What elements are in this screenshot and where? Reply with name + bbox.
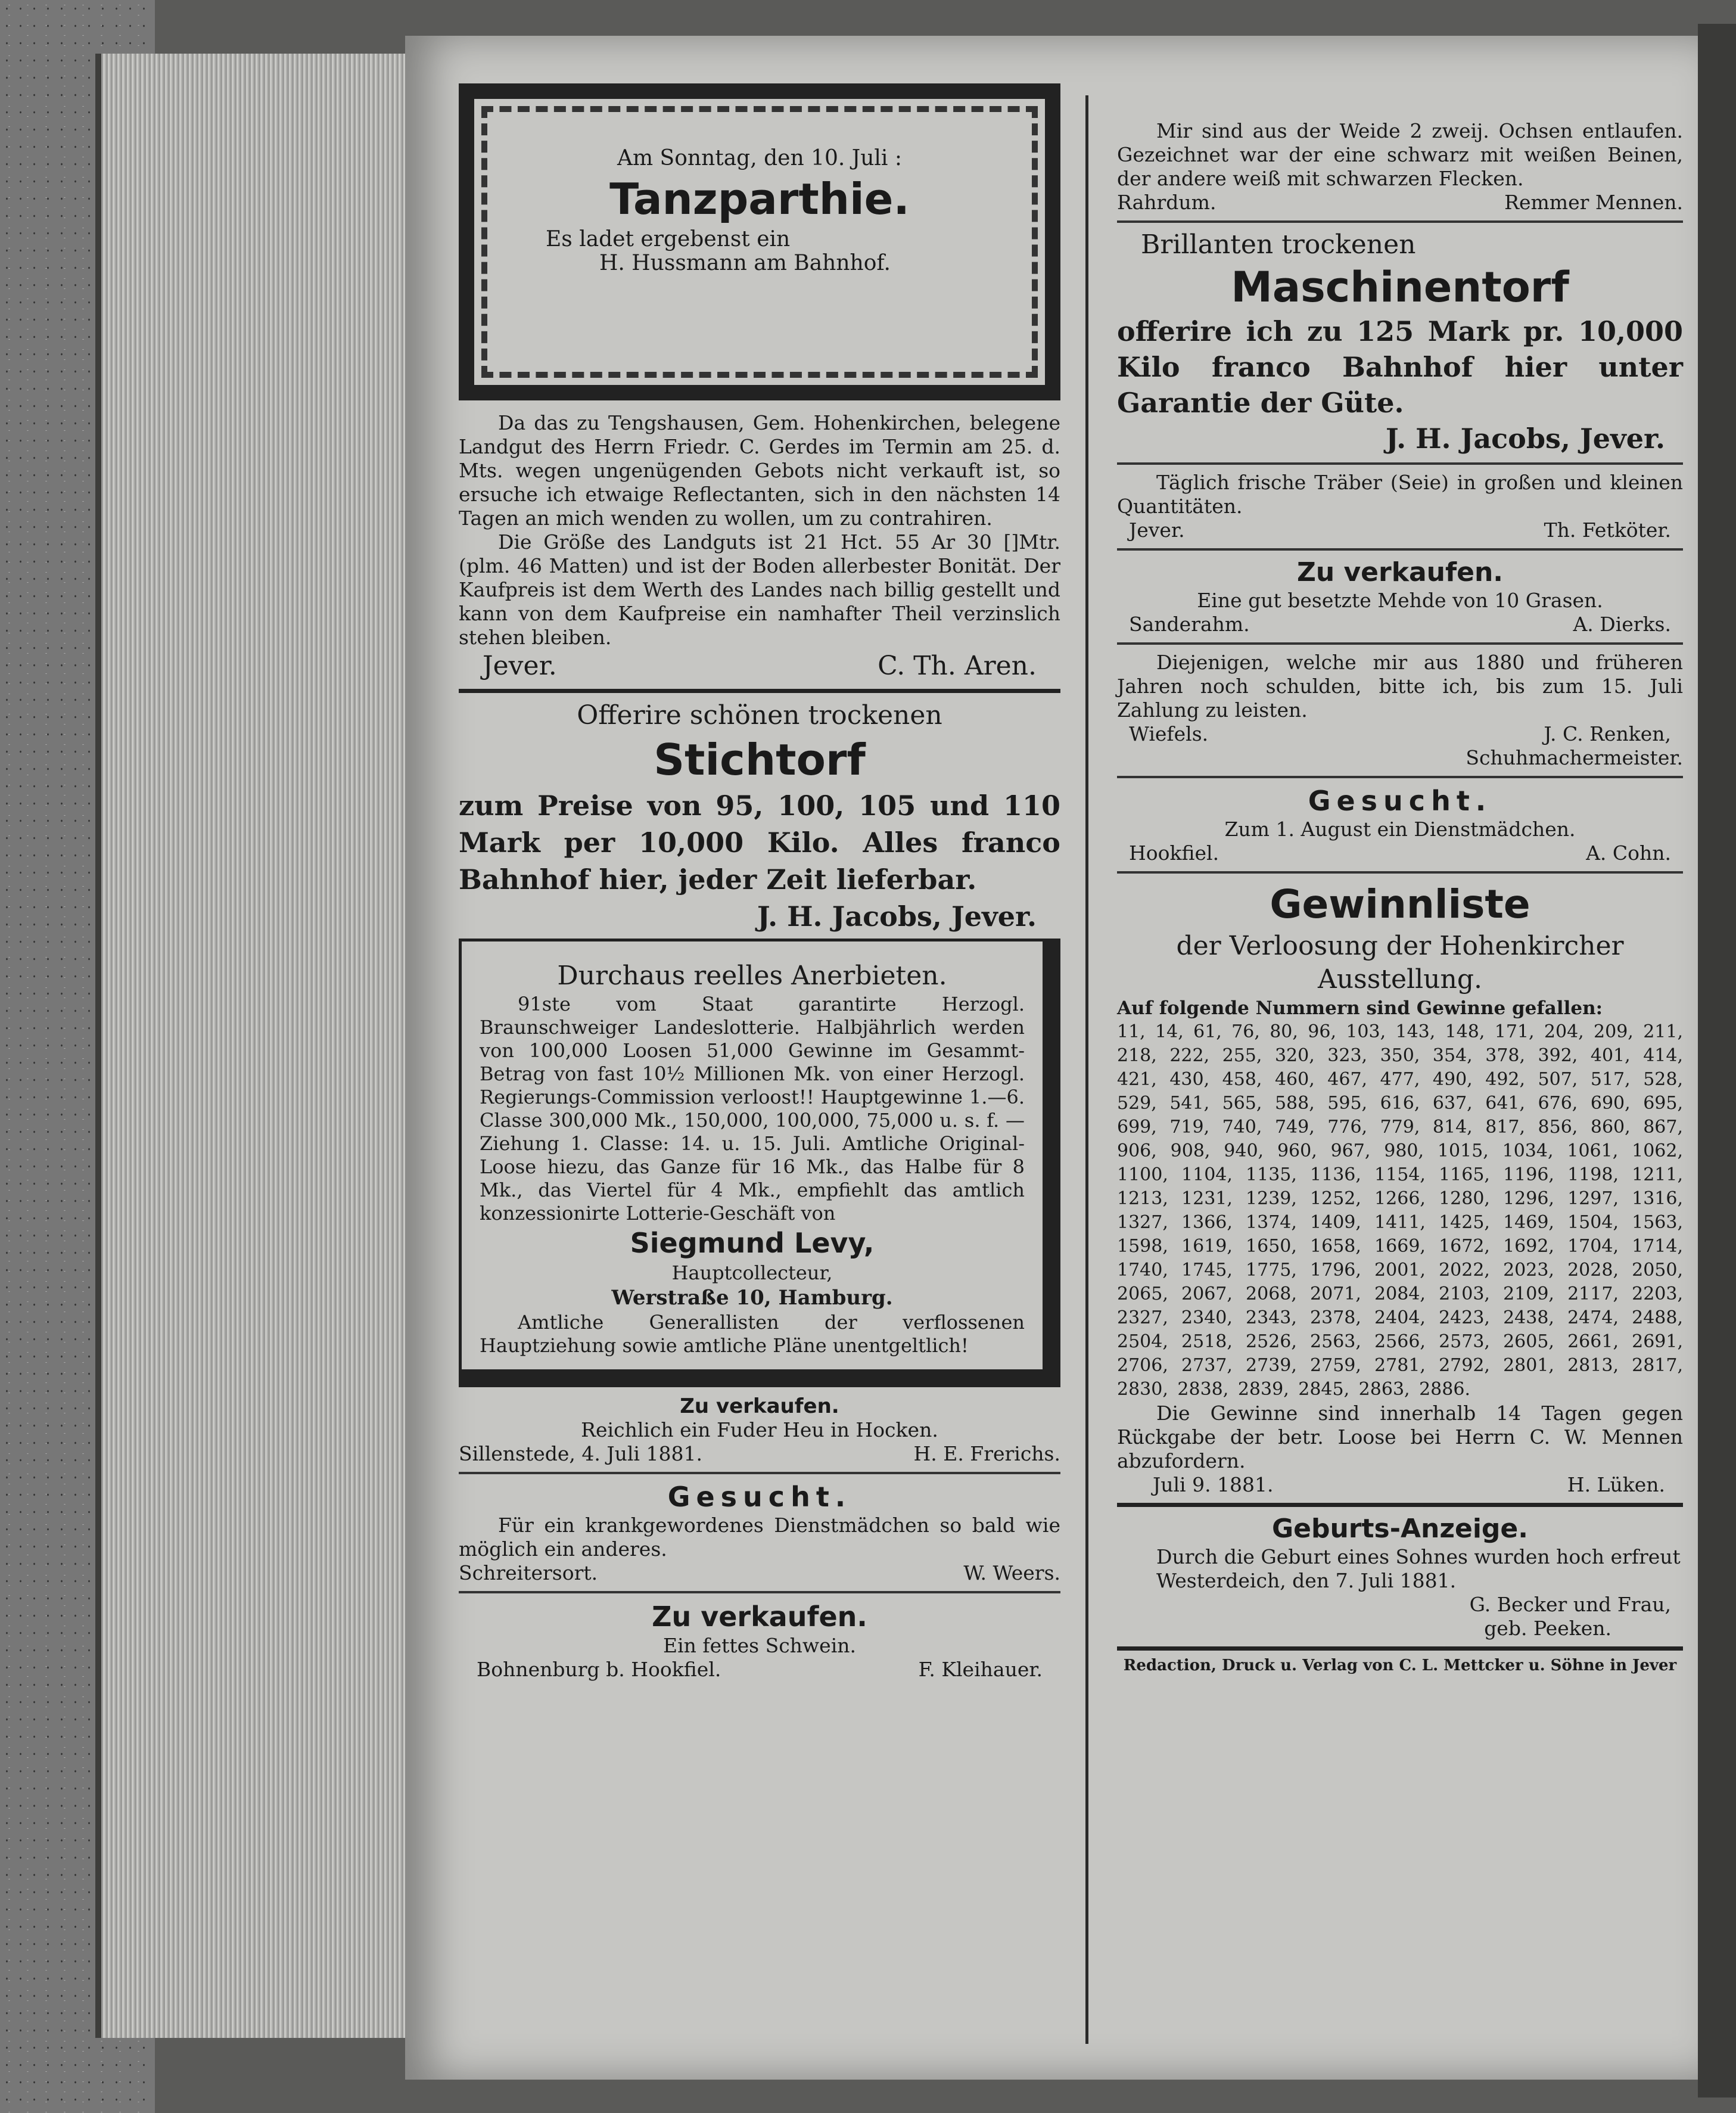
lotterie-ad: [459, 939, 1060, 1387]
schwein-signature: [459, 1658, 1060, 1682]
imprint-footer: Redaction, Druck u. Verlag von C. L. Mettcker u. Söhne in Jever: [1123, 1657, 1677, 1674]
stichtorf-title: Stichtorf: [654, 735, 866, 785]
gewinnliste-date: Juli 9. 1881.: [1153, 1473, 1274, 1496]
heu-name: H. E. Frerichs.: [913, 1442, 1060, 1465]
mehde-signature: [1117, 613, 1683, 636]
gesucht-left-title: Gesucht.: [667, 1481, 852, 1513]
tanz-line1: Am Sonntag, den 10. Juli :: [617, 146, 903, 170]
lotterie-firm: Siegmund Levy,: [630, 1227, 875, 1259]
gewinnliste-intro: Auf folgende Nummern sind Gewinne gefallen:: [1117, 998, 1603, 1019]
gesucht-right-signature: [1117, 841, 1683, 865]
traeber-body: Täglich frische Träber (Seie) in großen und kleinen Quantitäten.: [1117, 471, 1683, 518]
geburt-body: Durch die Geburt eines Sohnes wurden hoch erfreut: [1156, 1545, 1681, 1568]
rule: [1117, 642, 1683, 645]
maschinentorf-line1: Brillanten trockenen: [1141, 229, 1416, 260]
landgut-signature: [459, 650, 1060, 683]
lotterie-title: Durchaus reelles Anerbieten.: [557, 961, 947, 991]
schulden-body: Diejenigen, welche mir aus 1880 und früheren Jahren noch schulden, bitte ich, bis zum 15. Juli Zahlung zu leisten.: [1117, 651, 1683, 722]
gesucht-right-body: Zum 1. August ein Dienstmädchen.: [1224, 818, 1576, 841]
landgut-ad: [459, 411, 1060, 683]
schulden-ad: [1117, 651, 1683, 770]
binding-shadow: [1698, 24, 1736, 2098]
ochsen-body: Mir sind aus der Weide 2 zweij. Ochsen entlaufen. Gezeichnet war der eine schwarz mit weißen Beinen, der andere weiß mit schwarzen Flecken.: [1117, 119, 1683, 190]
left-column: [459, 83, 1060, 1682]
ochsen-name: Remmer Mennen.: [1504, 191, 1683, 214]
heu-title: Zu verkaufen.: [680, 1394, 839, 1418]
landgut-name: C. Th. Aren.: [878, 651, 1037, 681]
heu-signature: [459, 1442, 1060, 1466]
gesucht-left-signature: [459, 1561, 1060, 1585]
mehde-title: Zu verkaufen.: [1296, 557, 1504, 588]
rule: [1117, 871, 1683, 874]
rule: [459, 1591, 1060, 1593]
lotterie-body: 91ste vom Staat garantirte Herzogl. Braunschweiger Landeslotterie. Halbjährlich werden von 100,000 Loosen 51,000 Gewinne im Gesammt-Betrag von fast 10½ Millionen Mk. von einer Herzogl. Regierungs-Commission verloost!! Hauptgewinne 1.—6. Classe 300,000 Mk., 150,000, 100,000, 75,000 u. s. f. — Ziehung 1. Classe: 14. u. 15. Juli. Amtliche Original-Loose hiezu, das Ganze für 16 Mk., das Halbe für 8 Mk., das Viertel für 4 Mk., empfiehlt das amtlich konzessionirte Lotterie-Geschäft von: [480, 993, 1025, 1225]
gesucht-right-ad: [1117, 784, 1683, 865]
rule: [459, 689, 1060, 693]
gewinnliste-signature: [1117, 1473, 1683, 1497]
gewinnliste-ad: [1117, 880, 1683, 1497]
mehde-name: A. Dierks.: [1573, 613, 1671, 636]
gewinnliste-title: Gewinnliste: [1270, 881, 1530, 927]
gewinnliste-name: H. Lüken.: [1567, 1473, 1665, 1496]
schulden-name: J. C. Renken,: [1544, 722, 1671, 745]
schwein-title: Zu verkaufen.: [652, 1601, 867, 1633]
stichtorf-ad: [459, 699, 1060, 935]
mehde-body: Eine gut besetzte Mehde von 10 Grasen.: [1197, 589, 1603, 612]
schwein-body: Ein fettes Schwein.: [662, 1634, 857, 1657]
geburt-ad: [1117, 1513, 1683, 1640]
tanz-ad: [459, 83, 1060, 400]
maschinentorf-title: Maschinentorf: [1231, 263, 1569, 312]
maschinentorf-sign: J. H. Jacobs, Jever.: [1385, 422, 1665, 455]
schulden-signature: [1117, 722, 1683, 746]
schwein-place: Bohnenburg b. Hookfiel.: [477, 1658, 721, 1681]
lotterie-role: Hauptcollecteur,: [671, 1261, 833, 1284]
stichtorf-body: zum Preise von 95, 100, 105 und 110 Mark per 10,000 Kilo. Alles franco Bahnhof hier, jeder Zeit lieferbar.: [459, 790, 1060, 896]
schulden-place: Wiefels.: [1129, 722, 1209, 745]
stichtorf-line1: Offerire schönen trockenen: [577, 700, 942, 731]
rule: [1117, 548, 1683, 551]
tanz-line2: Es ladet ergebenst ein: [546, 227, 791, 251]
mehde-place: Sanderahm.: [1129, 613, 1250, 636]
traeber-ad: [1117, 471, 1683, 542]
tanz-line3: H. Hussmann am Bahnhof.: [599, 251, 891, 275]
schwein-ad: [459, 1599, 1060, 1682]
lotterie-footer: Amtliche Generallisten der verflossenen Hauptziehung sowie amtliche Pläne unentgeltlich!: [480, 1311, 1025, 1357]
rule: [1117, 1503, 1683, 1507]
mehde-ad: [1117, 557, 1683, 636]
traeber-signature: [1117, 518, 1683, 542]
heu-body: Reichlich ein Fuder Heu in Hocken.: [581, 1418, 938, 1441]
gesucht-right-title: Gesucht.: [1308, 785, 1492, 817]
heu-place: Sillenstede, 4. Juli 1881.: [459, 1442, 702, 1465]
rule: [459, 1472, 1060, 1474]
geburt-place: Westerdeich, den 7. Juli 1881.: [1156, 1569, 1457, 1592]
gewinnliste-numbers: 11, 14, 61, 76, 80, 96, 103, 143, 148, 171, 204, 209, 211, 218, 222, 255, 320, 323, 350, 354, 378, 392, 401, 414, 421, 430, 458, 460, 467, 477, 490, 492, 507, 517, 528, 529, 541, 565, 588, 595, 616, 637, 641, 676, 690, 695, 699, 719, 740, 749, 776, 779, 814, 817, 856, 860, 867, 906, 908, 940, 960, 967, 980, 1015, 1034, 1061, 1062, 1100, 1104, 1135, 1136, 1154, 1165, 1196, 1198, 1211, 1213, 1231, 1239, 1252, 1266, 1280, 1296, 1297, 1316, 1327, 1366, 1374, 1409, 1411, 1425, 1469, 1504, 1563, 1598, 1619, 1650, 1658, 1669, 1672, 1692, 1704, 1714, 1740, 1745, 1775, 1796, 2001, 2022, 2023, 2028, 2050, 2065, 2067, 2068, 2071, 2084, 2103, 2109, 2117, 2203, 2327, 2340, 2343, 2378, 2404, 2423, 2438, 2474, 2488, 2504, 2518, 2526, 2563, 2566, 2573, 2605, 2661, 2691, 2706, 2737, 2739, 2759, 2781, 2792, 2801, 2813, 2817, 2830, 2838, 2839, 2845, 2863, 2886.: [1117, 1021, 1683, 1400]
gesucht-left-place: Schreitersort.: [459, 1561, 598, 1584]
column-divider: [1085, 95, 1088, 2044]
schwein-name: F. Kleihauer.: [918, 1658, 1043, 1681]
tanz-title: Tanzparthie.: [609, 174, 910, 224]
right-column: [1117, 119, 1683, 1690]
gewinnliste-outro: Die Gewinne sind innerhalb 14 Tagen gegen Rückgabe der betr. Loose bei Herrn C. W. Mennen abzufordern.: [1117, 1402, 1683, 1472]
geburt-name: G. Becker und Frau,: [1469, 1593, 1671, 1616]
gesucht-right-place: Hookfiel.: [1129, 841, 1219, 865]
traeber-name: Th. Fetköter.: [1544, 518, 1671, 542]
schulden-role: Schuhmachermeister.: [1466, 746, 1683, 769]
ochsen-signature: [1117, 191, 1683, 215]
traeber-place: Jever.: [1129, 518, 1185, 542]
lotterie-address: Werstraße 10, Hamburg.: [611, 1286, 893, 1310]
rule: [1117, 1646, 1683, 1651]
gesucht-right-name: A. Cohn.: [1586, 841, 1671, 865]
maschinentorf-ad: [1117, 229, 1683, 456]
gesucht-left-name: W. Weers.: [963, 1561, 1060, 1584]
gesucht-left-body: Für ein krankgewordenes Dienstmädchen so bald wie möglich ein anderes.: [459, 1514, 1060, 1561]
heu-ad: [459, 1394, 1060, 1466]
geburt-title: Geburts-Anzeige.: [1272, 1514, 1528, 1544]
ochsen-ad: [1117, 119, 1683, 215]
ochsen-place: Rahrdum.: [1117, 191, 1217, 214]
book-page-edges: [95, 54, 411, 2038]
stichtorf-sign: J. H. Jacobs, Jever.: [757, 900, 1037, 933]
geburt-name2: geb. Peeken.: [1484, 1617, 1611, 1640]
landgut-p1: Da das zu Tengshausen, Gem. Hohenkirchen, belegene Landgut des Herrn Friedr. C. Gerdes im Termin am 25. d. Mts. wegen ungenügenden Gebots nicht verkauft ist, so ersuche ich etwaige Reflectanten, sich in den nächsten 14 Tagen an mich wenden zu wollen, um zu contrahiren.: [459, 411, 1060, 530]
gewinnliste-subtitle: der Verloosung der Hohenkircher Ausstellung.: [1176, 931, 1624, 995]
landgut-place: Jever.: [483, 651, 557, 681]
gesucht-left-ad: [459, 1480, 1060, 1585]
rule: [1117, 776, 1683, 778]
rule: [1117, 462, 1683, 465]
rule: [1117, 220, 1683, 223]
maschinentorf-body: offerire ich zu 125 Mark pr. 10,000 Kilo franco Bahnhof hier unter Garantie der Güte.: [1117, 315, 1683, 419]
landgut-p2: Die Größe des Landguts ist 21 Hct. 55 Ar 30 []Mtr. (plm. 46 Matten) und ist der Boden allerbester Bonität. Der Kaufpreis ist dem Werth des Landes nach billig gestellt und kann von dem Kaufpreise ein namhafter Theil verzinslich stehen bleiben.: [459, 530, 1060, 649]
